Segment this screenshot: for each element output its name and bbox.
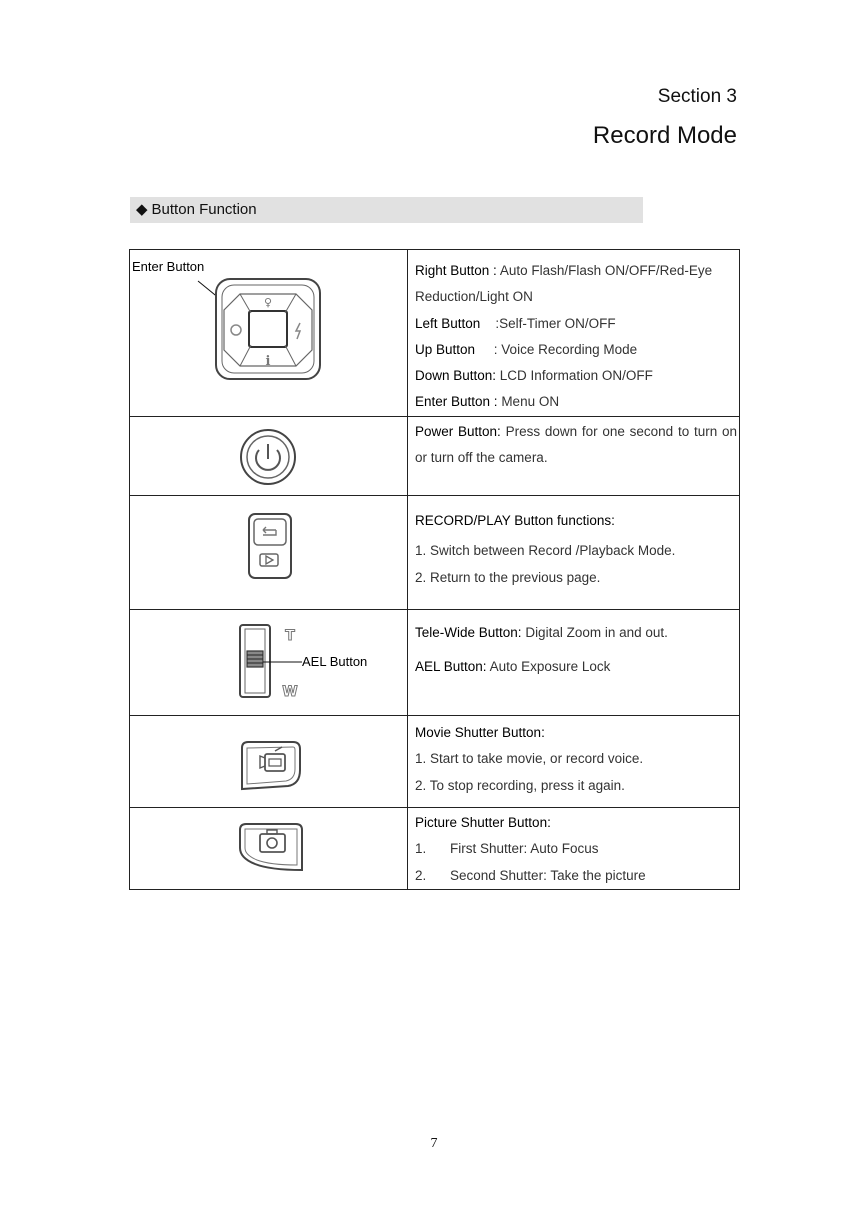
image-cell: [130, 808, 408, 890]
movie-heading: Movie Shutter Button:: [415, 725, 545, 740]
picture-heading: Picture Shutter Button:: [415, 815, 551, 830]
image-cell: [130, 250, 408, 417]
list-item: 2. To stop recording, press it again.: [415, 777, 625, 793]
list-item: [415, 863, 737, 889]
list-item: [415, 836, 737, 862]
page-title: Record Mode: [592, 122, 737, 149]
nav-description-cell: [408, 250, 740, 417]
record-play-heading: RECORD/PLAY Button functions:: [415, 513, 615, 528]
tele-letter: T: [285, 628, 295, 644]
svg-text:i: i: [265, 354, 271, 369]
enter-button-text: Menu ON: [497, 394, 560, 410]
list-item: 2. Return to the previous page.: [415, 569, 601, 585]
table-row: [130, 250, 740, 417]
tele-wide-text: Digital Zoom in and out.: [521, 625, 668, 640]
table-row: [130, 610, 740, 716]
image-cell: [130, 417, 408, 496]
ael-description: [415, 654, 737, 680]
right-button-text: Auto Flash/Flash ON/OFF/Red-Eye Reduction/Light ON: [415, 263, 713, 305]
movie-shutter-icon: [130, 716, 407, 806]
down-button-label: Down Button:: [415, 368, 497, 384]
image-cell: [130, 716, 408, 808]
list-number: 1.: [415, 841, 427, 857]
ael-text: Auto Exposure Lock: [486, 659, 611, 675]
up-button-text: : Voice Recording Mode: [475, 341, 638, 357]
image-cell: [130, 496, 408, 610]
table-row: [130, 496, 740, 610]
down-button-description: [415, 363, 737, 389]
page-number: 7: [430, 1136, 438, 1151]
left-button-description: [415, 311, 737, 337]
image-cell: [130, 610, 408, 716]
table-row: [130, 808, 740, 890]
enter-button-label: Enter Button :: [415, 394, 498, 410]
ael-button-callout: AEL Button: [302, 654, 368, 669]
section-number: Section 3: [657, 86, 737, 107]
svg-text:♀: ♀: [263, 296, 273, 309]
power-description-cell: [408, 417, 740, 496]
down-button-text: LCD Information ON/OFF: [496, 368, 653, 384]
movie-description-cell: [408, 716, 740, 808]
enter-button-description: [415, 389, 737, 415]
power-button-text: Press down for one second to turn on or turn off the camera.: [415, 424, 738, 466]
list-item: 1. Switch between Record /Playback Mode.: [415, 543, 676, 559]
record-play-description-cell: [408, 496, 740, 610]
list-item: 1. Start to take movie, or record voice.: [415, 751, 644, 767]
power-button-label: Power Button:: [415, 424, 501, 439]
list-text: Second Shutter: Take the picture: [450, 867, 646, 883]
right-button-label: Right Button :: [415, 263, 497, 278]
table-row: [130, 417, 740, 496]
left-button-text: :Self-Timer ON/OFF: [480, 315, 616, 331]
tele-wide-label: Tele-Wide Button:: [415, 625, 522, 640]
picture-description-cell: [408, 808, 740, 890]
zoom-description-cell: [408, 610, 740, 716]
list-text: First Shutter: Auto Focus: [450, 841, 599, 857]
right-button-description: [415, 258, 737, 311]
record-play-button-icon: [130, 496, 407, 608]
enter-button-callout: Enter Button: [132, 259, 205, 274]
left-button-label: Left Button: [415, 315, 481, 331]
up-button-description: [415, 337, 737, 363]
section-heading-label: Button Function: [151, 201, 257, 218]
section-heading-bar: [130, 197, 643, 223]
up-button-label: Up Button: [415, 341, 476, 357]
list-number: 2.: [415, 867, 427, 883]
navigation-pad-icon: [130, 250, 407, 415]
wide-letter: W: [282, 684, 298, 700]
diamond-bullet-icon: ◆: [136, 201, 148, 218]
ael-label: AEL Button:: [415, 659, 487, 675]
tele-wide-description: [415, 620, 737, 646]
button-function-table: [129, 249, 740, 890]
power-button-icon: [130, 417, 407, 495]
table-row: [130, 716, 740, 808]
picture-shutter-icon: [130, 808, 407, 886]
